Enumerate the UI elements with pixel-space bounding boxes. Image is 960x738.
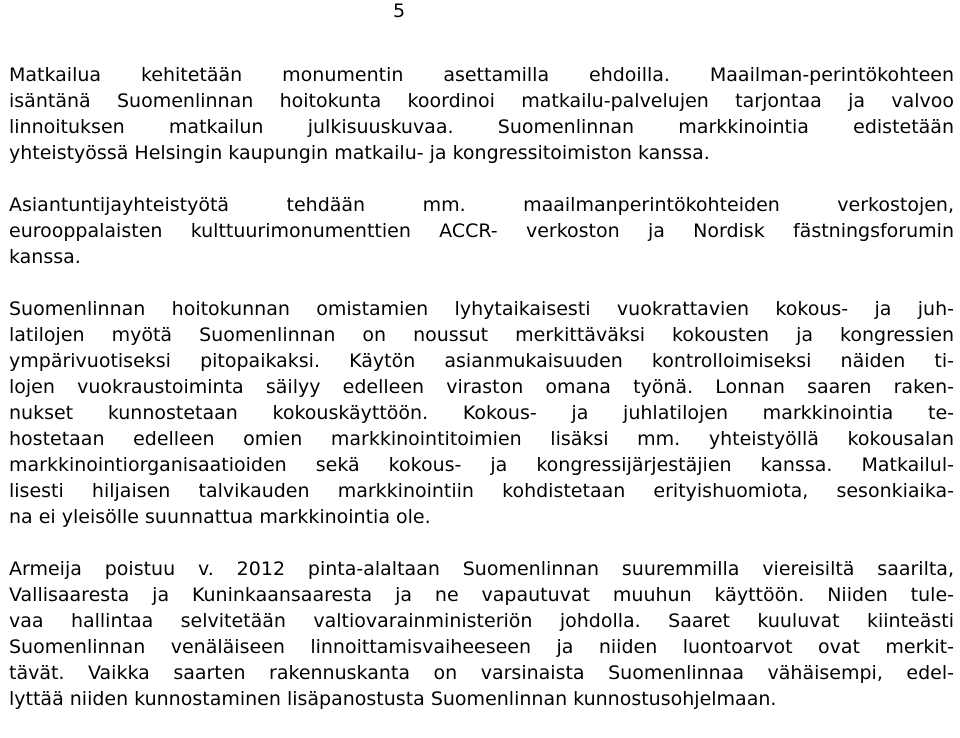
text-line: isäntänä Suomenlinnan hoitokunta koordinoi matkailu-palvelujen tarjontaa ja valvoo: [9, 90, 954, 112]
paragraph-meeting-venues: [9, 296, 954, 530]
paragraph-tourism-development: [9, 62, 954, 166]
text-line: na ei yleisölle suunnattua markkinointia ole.: [9, 506, 431, 528]
text-line: eurooppalaisten kulttuurimonumenttien ACCR- verkoston ja Nordisk fästningsforumin: [9, 220, 954, 242]
text-line: linnoituksen matkailun julkisuuskuvaa. Suomenlinnan markkinointia edistetään: [9, 116, 954, 138]
paragraph-expert-cooperation: [9, 192, 954, 270]
text-line: kanssa.: [9, 246, 81, 268]
text-line: hostetaan edelleen omien markkinointitoimien lisäksi mm. yhteistyöllä kokousalan: [9, 428, 954, 450]
text-line: Suomenlinnan hoitokunnan omistamien lyhytaikaisesti vuokrattavien kokous- ja juh-: [9, 298, 954, 320]
text-line: Asiantuntijayhteistyötä tehdään mm. maailmanperintökohteiden verkostojen,: [9, 194, 954, 216]
text-line: markkinointiorganisaatioiden sekä kokous- ja kongressijärjestäjien kanssa. Matkailul-: [9, 454, 954, 476]
text-line: tävät. Vaikka saarten rakennuskanta on varsinaista Suomenlinnaa vähäisempi, edel-: [9, 662, 954, 684]
text-line: ympärivuotiseksi pitopaikaksi. Käytön asianmukaisuuden kontrolloimiseksi näiden ti-: [9, 350, 954, 372]
text-line: lisesti hiljaisen talvikauden markkinointiin kohdistetaan erityishuomiota, sesonkiaika-: [9, 480, 954, 502]
text-line: Matkailua kehitetään monumentin asettamilla ehdoilla. Maailman-perintökohteen: [9, 64, 954, 86]
page-number: 5: [393, 0, 406, 22]
paragraph-army-departure: [9, 556, 954, 712]
document-body: [9, 62, 954, 738]
text-line: nukset kunnostetaan kokouskäyttöön. Kokous- ja juhlatilojen markkinointia te-: [9, 402, 954, 424]
text-line: Suomenlinnan venäläiseen linnoittamisvaiheeseen ja niiden luontoarvot ovat merkit-: [9, 636, 954, 658]
text-line: Armeija poistuu v. 2012 pinta-alaltaan Suomenlinnan suuremmilla viereisiltä saarilta,: [9, 558, 954, 580]
text-line: lyttää niiden kunnostaminen lisäpanostusta Suomenlinnan kunnostusohjelmaan.: [9, 688, 777, 710]
text-line: Vallisaaresta ja Kuninkaansaaresta ja ne vapautuvat muuhun käyttöön. Niiden tule-: [9, 584, 954, 606]
text-line: latilojen myötä Suomenlinnan on noussut merkittäväksi kokousten ja kongressien: [9, 324, 954, 346]
text-line: vaa hallintaa selvitetään valtiovarainministeriön johdolla. Saaret kuuluvat kiinteästi: [9, 610, 954, 632]
text-line: yhteistyössä Helsingin kaupungin matkailu- ja kongressitoimiston kanssa.: [9, 142, 710, 164]
text-line: lojen vuokraustoiminta säilyy edelleen viraston omana työnä. Lonnan saaren raken-: [9, 376, 954, 398]
